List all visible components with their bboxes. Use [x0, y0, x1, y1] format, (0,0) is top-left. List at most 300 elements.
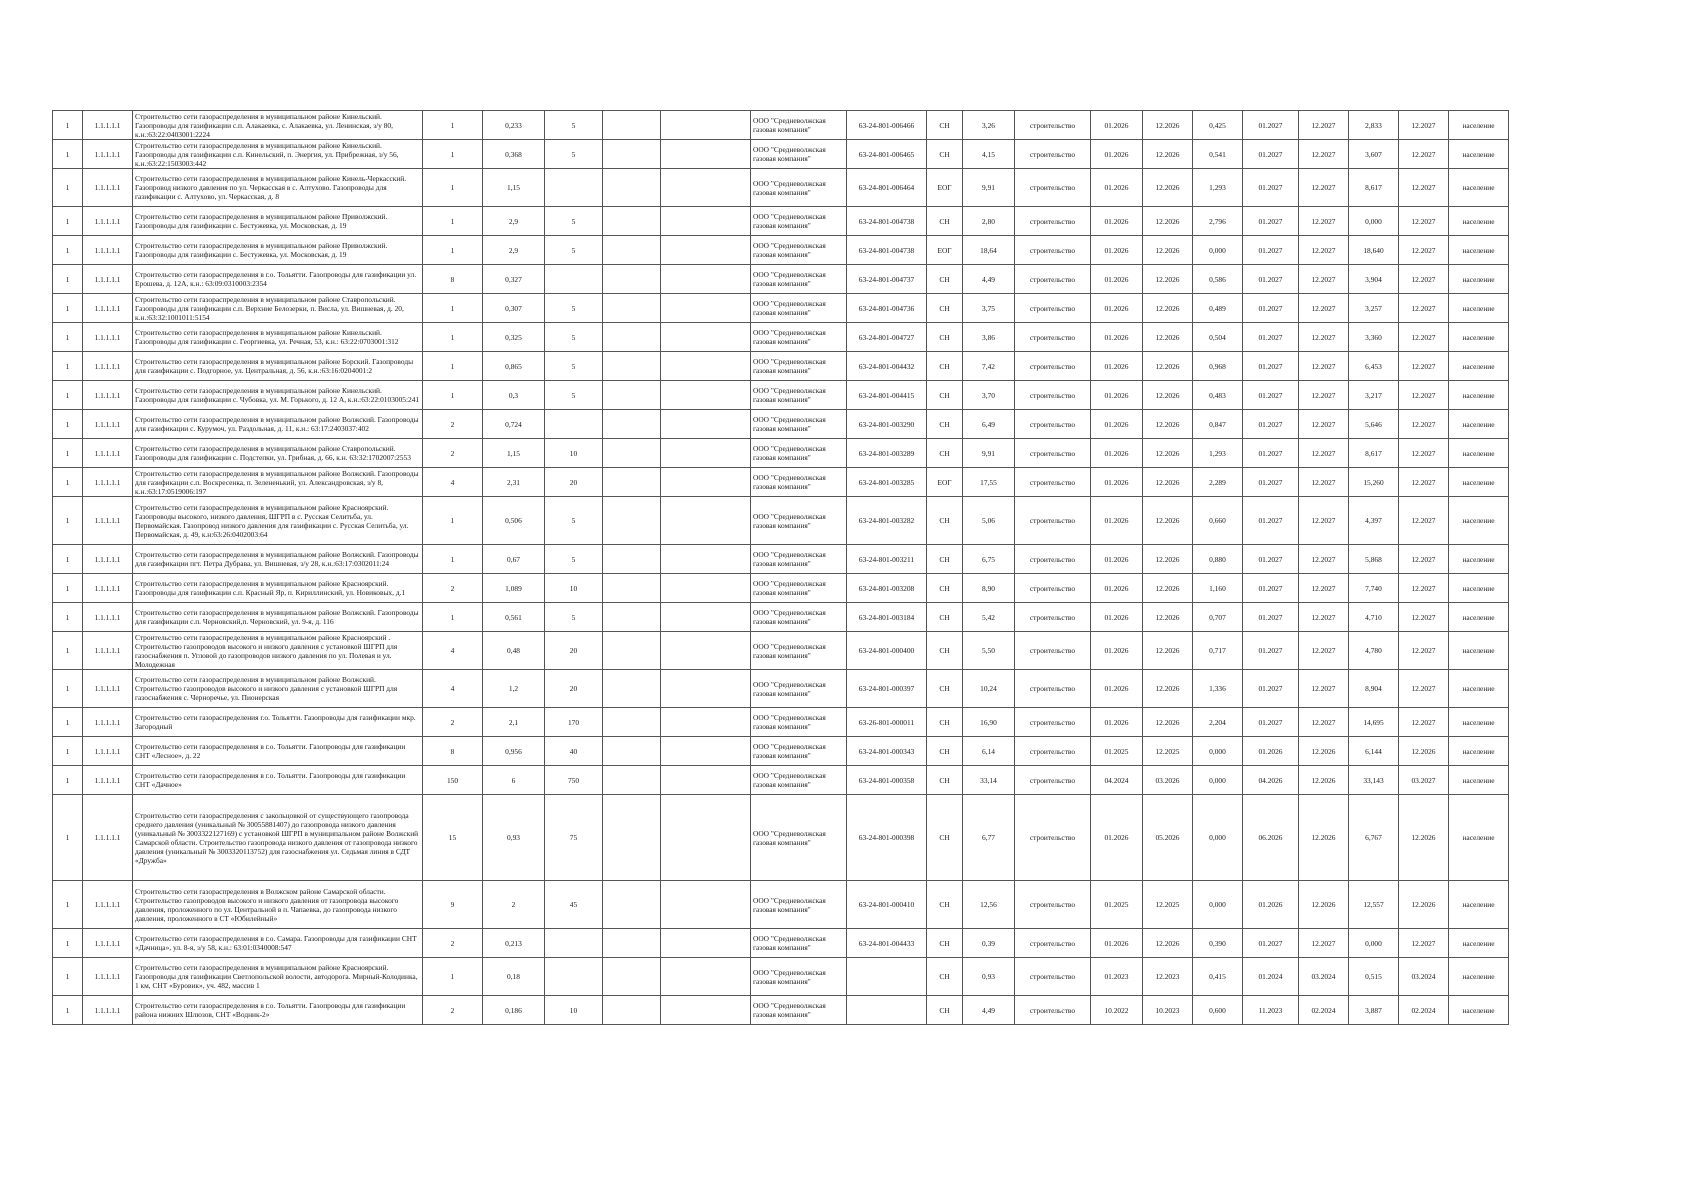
empty-cell-7	[603, 545, 661, 574]
build-end-cell: 12.2027	[1299, 352, 1349, 381]
empty-cell-8	[661, 468, 751, 497]
design-end-cell: 10.2023	[1143, 996, 1193, 1025]
program-code-cell: 1.1.1.1.1	[83, 140, 133, 169]
design-end-cell: 12.2026	[1143, 236, 1193, 265]
empty-cell-7	[603, 670, 661, 708]
quantity-cell: 2	[423, 439, 483, 468]
quantity-cell: 1	[423, 236, 483, 265]
object-name-cell: Строительство сети газораспределения в муниципальном районе Красноярский. Газопроводы для газификации Светлопольской волости, автодорога. Мирный-Колодинка, 1 км, СНТ «Буровик», уч. 482, массив 1	[133, 958, 423, 996]
cost-cell: 5,50	[963, 632, 1015, 670]
pressure-cell: 20	[545, 468, 603, 497]
registry-number-cell	[847, 958, 927, 996]
design-volume-cell: 0,000	[1193, 795, 1243, 881]
cost-cell: 7,42	[963, 352, 1015, 381]
build-start-cell: 01.2027	[1243, 708, 1299, 737]
design-start-cell: 01.2026	[1091, 323, 1143, 352]
object-name-cell: Строительство сети газораспределения в муниципальном районе Кинельский. Газопроводы для газификации с. Георгиевка, ул. Речная, 53, к.н.: 63:22:0703001:312	[133, 323, 423, 352]
design-end-cell: 12.2026	[1143, 381, 1193, 410]
design-volume-cell: 0,968	[1193, 352, 1243, 381]
design-start-cell: 04.2024	[1091, 766, 1143, 795]
table-row	[53, 169, 1509, 207]
completion-date-cell: 12.2027	[1399, 708, 1449, 737]
quantity-cell: 9	[423, 881, 483, 929]
length-cell: 0,956	[483, 737, 545, 766]
table-row	[53, 632, 1509, 670]
row-number-cell: 1	[53, 545, 83, 574]
build-end-cell: 12.2027	[1299, 169, 1349, 207]
stage-cell: строительство	[1015, 545, 1091, 574]
build-volume-cell: 6,453	[1349, 352, 1399, 381]
cost-cell: 4,49	[963, 265, 1015, 294]
stage-cell: строительство	[1015, 265, 1091, 294]
target-group-cell: население	[1449, 545, 1509, 574]
design-end-cell: 12.2026	[1143, 140, 1193, 169]
organization-cell: ООО "Средневолжская газовая компания"	[751, 958, 847, 996]
stage-cell: строительство	[1015, 670, 1091, 708]
object-name-cell: Строительство сети газораспределения в г.о. Тольятти. Газопроводы для газификации ул. Ерошева, д. 12А, к.н.: 63:09:0310003:2354	[133, 265, 423, 294]
design-end-cell: 12.2026	[1143, 468, 1193, 497]
row-number-cell: 1	[53, 632, 83, 670]
funding-source-cell: СН	[927, 140, 963, 169]
cost-cell: 9,91	[963, 169, 1015, 207]
organization-cell: ООО "Средневолжская газовая компания"	[751, 111, 847, 140]
completion-date-cell: 12.2027	[1399, 207, 1449, 236]
empty-cell-8	[661, 574, 751, 603]
completion-date-cell: 12.2027	[1399, 574, 1449, 603]
build-volume-cell: 0,515	[1349, 958, 1399, 996]
completion-date-cell: 12.2027	[1399, 670, 1449, 708]
table-row	[53, 670, 1509, 708]
design-start-cell: 01.2026	[1091, 574, 1143, 603]
build-volume-cell: 12,557	[1349, 881, 1399, 929]
empty-cell-8	[661, 929, 751, 958]
build-start-cell: 01.2027	[1243, 352, 1299, 381]
program-code-cell: 1.1.1.1.1	[83, 294, 133, 323]
empty-cell-8	[661, 352, 751, 381]
stage-cell: строительство	[1015, 236, 1091, 265]
cost-cell: 18,64	[963, 236, 1015, 265]
design-end-cell: 12.2026	[1143, 632, 1193, 670]
funding-source-cell: СН	[927, 737, 963, 766]
empty-cell-8	[661, 670, 751, 708]
pressure-cell	[545, 929, 603, 958]
build-volume-cell: 0,000	[1349, 207, 1399, 236]
cost-cell: 9,91	[963, 439, 1015, 468]
length-cell: 2,1	[483, 708, 545, 737]
length-cell: 0,561	[483, 603, 545, 632]
registry-number-cell: 63-24-801-003184	[847, 603, 927, 632]
object-name-cell: Строительство сети газораспределения в муниципальном районе Ставропольский. Газопроводы для газификации с. Подстепки, ул. Грибная, д. 66, к.н. 63:32:1702007:2553	[133, 439, 423, 468]
design-start-cell: 01.2026	[1091, 795, 1143, 881]
build-end-cell: 12.2027	[1299, 207, 1349, 236]
length-cell: 0,724	[483, 410, 545, 439]
stage-cell: строительство	[1015, 632, 1091, 670]
quantity-cell: 4	[423, 468, 483, 497]
design-end-cell: 12.2026	[1143, 708, 1193, 737]
build-end-cell: 12.2027	[1299, 410, 1349, 439]
length-cell: 2,31	[483, 468, 545, 497]
registry-number-cell: 63-24-801-000410	[847, 881, 927, 929]
program-code-cell: 1.1.1.1.1	[83, 439, 133, 468]
pressure-cell: 5	[545, 545, 603, 574]
empty-cell-7	[603, 574, 661, 603]
pressure-cell	[545, 410, 603, 439]
row-number-cell: 1	[53, 881, 83, 929]
organization-cell: ООО "Средневолжская газовая компания"	[751, 439, 847, 468]
build-start-cell: 01.2027	[1243, 468, 1299, 497]
design-volume-cell: 0,489	[1193, 294, 1243, 323]
design-volume-cell: 0,000	[1193, 881, 1243, 929]
empty-cell-7	[603, 169, 661, 207]
length-cell: 0,48	[483, 632, 545, 670]
build-volume-cell: 3,360	[1349, 323, 1399, 352]
empty-cell-8	[661, 632, 751, 670]
row-number-cell: 1	[53, 294, 83, 323]
funding-source-cell: СН	[927, 996, 963, 1025]
stage-cell: строительство	[1015, 410, 1091, 439]
build-volume-cell: 4,710	[1349, 603, 1399, 632]
table-row	[53, 958, 1509, 996]
stage-cell: строительство	[1015, 737, 1091, 766]
program-code-cell: 1.1.1.1.1	[83, 632, 133, 670]
object-name-cell: Строительство сети газораспределения в муниципальном районе Красноярский. Газопроводы для газификации с.п. Красный Яр, п. Кириллинский, ул. Новиковых, д.1	[133, 574, 423, 603]
design-volume-cell: 0,000	[1193, 236, 1243, 265]
design-volume-cell: 0,660	[1193, 497, 1243, 545]
completion-date-cell: 12.2027	[1399, 632, 1449, 670]
design-start-cell: 01.2026	[1091, 632, 1143, 670]
cost-cell: 3,70	[963, 381, 1015, 410]
completion-date-cell: 12.2027	[1399, 381, 1449, 410]
cost-cell: 3,86	[963, 323, 1015, 352]
program-code-cell: 1.1.1.1.1	[83, 737, 133, 766]
build-end-cell: 12.2027	[1299, 140, 1349, 169]
empty-cell-7	[603, 439, 661, 468]
build-volume-cell: 15,260	[1349, 468, 1399, 497]
completion-date-cell: 02.2024	[1399, 996, 1449, 1025]
funding-source-cell: ЕОГ	[927, 169, 963, 207]
build-start-cell: 01.2027	[1243, 323, 1299, 352]
build-start-cell: 01.2027	[1243, 140, 1299, 169]
design-volume-cell: 0,000	[1193, 766, 1243, 795]
build-end-cell: 12.2027	[1299, 632, 1349, 670]
cost-cell: 17,55	[963, 468, 1015, 497]
row-number-cell: 1	[53, 207, 83, 236]
cost-cell: 8,90	[963, 574, 1015, 603]
quantity-cell: 1	[423, 352, 483, 381]
design-start-cell: 01.2026	[1091, 410, 1143, 439]
organization-cell: ООО "Средневолжская газовая компания"	[751, 632, 847, 670]
build-start-cell: 01.2026	[1243, 737, 1299, 766]
build-volume-cell: 6,144	[1349, 737, 1399, 766]
design-start-cell: 01.2026	[1091, 265, 1143, 294]
row-number-cell: 1	[53, 468, 83, 497]
length-cell: 1,15	[483, 439, 545, 468]
design-volume-cell: 0,586	[1193, 265, 1243, 294]
funding-source-cell: СН	[927, 574, 963, 603]
design-start-cell: 01.2023	[1091, 958, 1143, 996]
build-end-cell: 12.2027	[1299, 323, 1349, 352]
pressure-cell: 10	[545, 996, 603, 1025]
completion-date-cell: 12.2027	[1399, 439, 1449, 468]
pressure-cell: 5	[545, 236, 603, 265]
completion-date-cell: 12.2027	[1399, 545, 1449, 574]
build-end-cell: 12.2027	[1299, 468, 1349, 497]
registry-number-cell: 63-24-801-004737	[847, 265, 927, 294]
row-number-cell: 1	[53, 169, 83, 207]
build-end-cell: 12.2026	[1299, 766, 1349, 795]
target-group-cell: население	[1449, 603, 1509, 632]
build-volume-cell: 14,695	[1349, 708, 1399, 737]
stage-cell: строительство	[1015, 996, 1091, 1025]
build-start-cell: 01.2027	[1243, 929, 1299, 958]
stage-cell: строительство	[1015, 881, 1091, 929]
build-start-cell: 01.2027	[1243, 603, 1299, 632]
row-number-cell: 1	[53, 111, 83, 140]
stage-cell: строительство	[1015, 323, 1091, 352]
build-start-cell: 04.2026	[1243, 766, 1299, 795]
program-code-cell: 1.1.1.1.1	[83, 958, 133, 996]
funding-source-cell: СН	[927, 545, 963, 574]
table-row	[53, 207, 1509, 236]
empty-cell-8	[661, 958, 751, 996]
quantity-cell: 2	[423, 708, 483, 737]
object-name-cell: Строительство сети газораспределения в муниципальном районе Волжский. Газопроводы для газификации с. Курумоч, ул. Раздольная, д. 11, к.н.: 63:17:2403037:402	[133, 410, 423, 439]
target-group-cell: население	[1449, 410, 1509, 439]
build-start-cell: 01.2027	[1243, 169, 1299, 207]
build-start-cell: 01.2027	[1243, 497, 1299, 545]
build-volume-cell: 8,617	[1349, 169, 1399, 207]
funding-source-cell: СН	[927, 207, 963, 236]
design-start-cell: 01.2026	[1091, 381, 1143, 410]
build-start-cell: 06.2026	[1243, 795, 1299, 881]
row-number-cell: 1	[53, 439, 83, 468]
quantity-cell: 15	[423, 795, 483, 881]
design-volume-cell: 1,336	[1193, 670, 1243, 708]
row-number-cell: 1	[53, 352, 83, 381]
funding-source-cell: СН	[927, 381, 963, 410]
funding-source-cell: СН	[927, 881, 963, 929]
build-end-cell: 12.2027	[1299, 236, 1349, 265]
funding-source-cell: СН	[927, 958, 963, 996]
object-name-cell: Строительство сети газораспределения в муниципальном районе Волжский. Газопроводы для газификации пгт. Петра Дубрава, ул. Вишневая, з/у 28, к.н.:63:17:0302011:24	[133, 545, 423, 574]
cost-cell: 0,93	[963, 958, 1015, 996]
length-cell: 2	[483, 881, 545, 929]
row-number-cell: 1	[53, 574, 83, 603]
build-end-cell: 12.2027	[1299, 294, 1349, 323]
build-end-cell: 12.2027	[1299, 439, 1349, 468]
empty-cell-7	[603, 881, 661, 929]
length-cell: 0,213	[483, 929, 545, 958]
build-end-cell: 12.2027	[1299, 381, 1349, 410]
empty-cell-8	[661, 737, 751, 766]
completion-date-cell: 12.2027	[1399, 603, 1449, 632]
completion-date-cell: 12.2027	[1399, 265, 1449, 294]
length-cell: 0,327	[483, 265, 545, 294]
pressure-cell: 75	[545, 795, 603, 881]
organization-cell: ООО "Средневолжская газовая компания"	[751, 294, 847, 323]
table-row	[53, 795, 1509, 881]
design-start-cell: 01.2026	[1091, 545, 1143, 574]
target-group-cell: население	[1449, 381, 1509, 410]
cost-cell: 6,77	[963, 795, 1015, 881]
registry-number-cell: 63-24-801-006466	[847, 111, 927, 140]
organization-cell: ООО "Средневолжская газовая компания"	[751, 574, 847, 603]
organization-cell: ООО "Средневолжская газовая компания"	[751, 169, 847, 207]
table-row	[53, 111, 1509, 140]
program-code-cell: 1.1.1.1.1	[83, 574, 133, 603]
target-group-cell: население	[1449, 140, 1509, 169]
quantity-cell: 150	[423, 766, 483, 795]
design-volume-cell: 0,000	[1193, 737, 1243, 766]
cost-cell: 5,06	[963, 497, 1015, 545]
empty-cell-8	[661, 140, 751, 169]
cost-cell: 6,14	[963, 737, 1015, 766]
registry-number-cell: 63-24-801-004738	[847, 236, 927, 265]
object-name-cell: Строительство сети газораспределения с закольцовкой от существующего газопровода среднего давления (уникальный № 30055881407) до газопровода низкого давления (уникальный № 3003322127169) с установкой ШГРП в муниципальном районе Волжский Самарской области. Строительство газопровода низкого давления от газопровода низкого давления (уникальный № 3003320113752) для газоснабжения ул. Седьмая линия в СДТ «Дружба»	[133, 795, 423, 881]
registry-number-cell: 63-24-801-006464	[847, 169, 927, 207]
table-row	[53, 929, 1509, 958]
organization-cell: ООО "Средневолжская газовая компания"	[751, 381, 847, 410]
design-end-cell: 12.2026	[1143, 169, 1193, 207]
object-name-cell: Строительство сети газораспределения в муниципальном районе Приволжский. Газопроводы для газификации с. Бестужевка, ул. Московская, д. 19	[133, 207, 423, 236]
build-volume-cell: 2,833	[1349, 111, 1399, 140]
design-volume-cell: 0,707	[1193, 603, 1243, 632]
length-cell: 6	[483, 766, 545, 795]
empty-cell-8	[661, 545, 751, 574]
build-volume-cell: 0,000	[1349, 929, 1399, 958]
build-volume-cell: 18,640	[1349, 236, 1399, 265]
completion-date-cell: 03.2027	[1399, 766, 1449, 795]
row-number-cell: 1	[53, 265, 83, 294]
pressure-cell	[545, 169, 603, 207]
organization-cell: ООО "Средневолжская газовая компания"	[751, 410, 847, 439]
organization-cell: ООО "Средневолжская газовая компания"	[751, 766, 847, 795]
target-group-cell: население	[1449, 207, 1509, 236]
design-end-cell: 12.2026	[1143, 929, 1193, 958]
organization-cell: ООО "Средневолжская газовая компания"	[751, 352, 847, 381]
registry-number-cell: 63-24-801-006465	[847, 140, 927, 169]
length-cell: 0,93	[483, 795, 545, 881]
organization-cell: ООО "Средневолжская газовая компания"	[751, 545, 847, 574]
empty-cell-7	[603, 140, 661, 169]
build-volume-cell: 5,646	[1349, 410, 1399, 439]
organization-cell: ООО "Средневолжская газовая компания"	[751, 236, 847, 265]
pressure-cell: 20	[545, 670, 603, 708]
design-end-cell: 12.2026	[1143, 323, 1193, 352]
target-group-cell: население	[1449, 766, 1509, 795]
empty-cell-7	[603, 111, 661, 140]
table-row	[53, 708, 1509, 737]
object-name-cell: Строительство сети газораспределения в муниципальном районе Кинельский. Газопроводы для газификации с.п. Кинельский, п. Энергия, ул. Прибрежная, з/у 56, к.н.:63:22:1503003:442	[133, 140, 423, 169]
funding-source-cell: СН	[927, 294, 963, 323]
quantity-cell: 4	[423, 670, 483, 708]
build-end-cell: 12.2026	[1299, 795, 1349, 881]
table-row	[53, 294, 1509, 323]
design-end-cell: 12.2026	[1143, 439, 1193, 468]
gas-distribution-table	[52, 110, 1509, 1025]
table-row	[53, 497, 1509, 545]
funding-source-cell: СН	[927, 603, 963, 632]
pressure-cell: 5	[545, 352, 603, 381]
stage-cell: строительство	[1015, 439, 1091, 468]
quantity-cell: 1	[423, 140, 483, 169]
quantity-cell: 4	[423, 632, 483, 670]
pressure-cell: 5	[545, 111, 603, 140]
program-code-cell: 1.1.1.1.1	[83, 323, 133, 352]
funding-source-cell: СН	[927, 323, 963, 352]
table-row	[53, 996, 1509, 1025]
organization-cell: ООО "Средневолжская газовая компания"	[751, 468, 847, 497]
completion-date-cell: 03.2024	[1399, 958, 1449, 996]
completion-date-cell: 12.2027	[1399, 352, 1449, 381]
design-end-cell: 12.2026	[1143, 574, 1193, 603]
object-name-cell: Строительство сети газораспределения в муниципальном районе Красноярский . Строительство газопроводов высокого и низкого давления с установкой ШГРП для газоснабжения п. Угловой до газопроводов низкого давления по ул. Полевая и ул. Молодежная	[133, 632, 423, 670]
pressure-cell: 5	[545, 140, 603, 169]
design-volume-cell: 0,504	[1193, 323, 1243, 352]
object-name-cell: Строительство сети газораспределения в муниципальном районе Волжский. Строительство газопроводов высокого и низкого давления с установкой ШГРП для газоснабжения с. Черноречье, ул. Пионерская	[133, 670, 423, 708]
completion-date-cell: 12.2027	[1399, 410, 1449, 439]
table-row	[53, 737, 1509, 766]
empty-cell-8	[661, 881, 751, 929]
row-number-cell: 1	[53, 410, 83, 439]
funding-source-cell: СН	[927, 929, 963, 958]
design-volume-cell: 2,796	[1193, 207, 1243, 236]
build-end-cell: 12.2026	[1299, 881, 1349, 929]
completion-date-cell: 12.2027	[1399, 140, 1449, 169]
cost-cell: 4,15	[963, 140, 1015, 169]
empty-cell-7	[603, 766, 661, 795]
build-volume-cell: 4,780	[1349, 632, 1399, 670]
quantity-cell: 8	[423, 737, 483, 766]
organization-cell: ООО "Средневолжская газовая компания"	[751, 497, 847, 545]
object-name-cell: Строительство сети газораспределения г.о. Тольятти. Газопроводы для газификации мкр. Загородный	[133, 708, 423, 737]
table-row	[53, 545, 1509, 574]
cost-cell: 0,39	[963, 929, 1015, 958]
build-end-cell: 12.2027	[1299, 545, 1349, 574]
build-start-cell: 01.2027	[1243, 670, 1299, 708]
empty-cell-8	[661, 381, 751, 410]
empty-cell-8	[661, 111, 751, 140]
design-end-cell: 03.2026	[1143, 766, 1193, 795]
registry-number-cell: 63-24-801-003285	[847, 468, 927, 497]
pressure-cell: 45	[545, 881, 603, 929]
build-volume-cell: 4,397	[1349, 497, 1399, 545]
cost-cell: 12,56	[963, 881, 1015, 929]
design-volume-cell: 1,160	[1193, 574, 1243, 603]
stage-cell: строительство	[1015, 207, 1091, 236]
design-volume-cell: 0,425	[1193, 111, 1243, 140]
pressure-cell: 40	[545, 737, 603, 766]
build-volume-cell: 8,617	[1349, 439, 1399, 468]
build-end-cell: 12.2026	[1299, 737, 1349, 766]
design-volume-cell: 2,289	[1193, 468, 1243, 497]
funding-source-cell: ЕОГ	[927, 236, 963, 265]
table-row	[53, 574, 1509, 603]
stage-cell: строительство	[1015, 294, 1091, 323]
registry-number-cell: 63-26-801-000011	[847, 708, 927, 737]
completion-date-cell: 12.2026	[1399, 881, 1449, 929]
funding-source-cell: СН	[927, 439, 963, 468]
stage-cell: строительство	[1015, 574, 1091, 603]
program-code-cell: 1.1.1.1.1	[83, 111, 133, 140]
cost-cell: 4,49	[963, 996, 1015, 1025]
empty-cell-8	[661, 795, 751, 881]
design-volume-cell: 0,390	[1193, 929, 1243, 958]
length-cell: 0,325	[483, 323, 545, 352]
empty-cell-7	[603, 468, 661, 497]
funding-source-cell: СН	[927, 708, 963, 737]
stage-cell: строительство	[1015, 169, 1091, 207]
